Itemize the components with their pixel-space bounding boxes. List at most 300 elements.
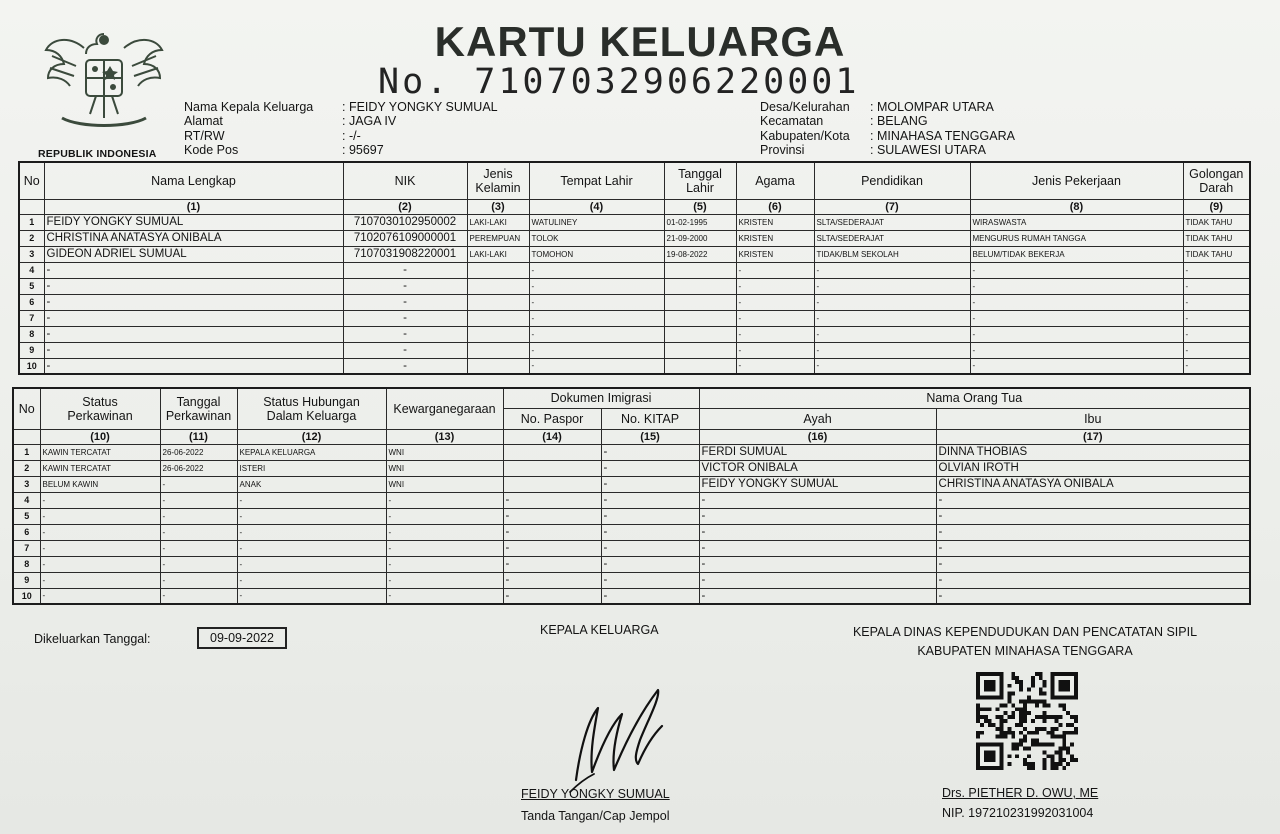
column-number — [13, 429, 40, 444]
cell-kitap: - — [601, 444, 699, 460]
cell-religion: - — [736, 262, 814, 278]
col-header-immigration-docs: Dokumen Imigrasi — [503, 388, 699, 408]
official-title-line: KABUPATEN MINAHASA TENGGARA — [917, 644, 1133, 658]
meta-row — [760, 129, 1015, 143]
cell-relationship: - — [237, 588, 386, 604]
meta-label: Kabupaten/Kota — [760, 128, 850, 143]
col-header-parents: Nama Orang Tua — [699, 388, 1250, 408]
cell-marital-status: - — [40, 492, 160, 508]
cell-passport — [503, 444, 601, 460]
cell-religion: - — [736, 278, 814, 294]
row-number: 2 — [13, 460, 40, 476]
cell-citizenship: - — [386, 508, 503, 524]
cell-blood-type: TIDAK TAHU — [1183, 246, 1250, 262]
cell-occupation: WIRASWASTA — [970, 214, 1183, 230]
row-number: 1 — [13, 444, 40, 460]
cell-citizenship: - — [386, 556, 503, 572]
cell-passport: - — [503, 572, 601, 588]
cell-kitap: - — [601, 508, 699, 524]
row-number: 1 — [19, 214, 44, 230]
row-number: 3 — [19, 246, 44, 262]
row-number: 5 — [19, 278, 44, 294]
row-number: 8 — [19, 326, 44, 342]
column-number: (7) — [814, 199, 970, 214]
head-of-family-name: FEIDY YONGKY SUMUAL — [521, 787, 670, 801]
cell-birthplace: - — [529, 310, 664, 326]
cell-mother: - — [936, 524, 1250, 540]
cell-mother: - — [936, 556, 1250, 572]
cell-mother: - — [936, 492, 1250, 508]
cell-mother: CHRISTINA ANATASYA ONIBALA — [936, 476, 1250, 492]
meta-row — [184, 143, 498, 157]
cell-marriage-date: 26-06-2022 — [160, 444, 237, 460]
column-number: (10) — [40, 429, 160, 444]
cell-marriage-date: - — [160, 508, 237, 524]
cell-birthplace: - — [529, 294, 664, 310]
cell-nik: - — [343, 326, 467, 342]
cell-nik: 7102076109000001 — [343, 230, 467, 246]
cell-birthdate — [664, 278, 736, 294]
table-row — [13, 556, 1250, 572]
cell-kitap: - — [601, 524, 699, 540]
issued-date-label: Dikeluarkan Tanggal: — [34, 632, 151, 646]
column-number: (4) — [529, 199, 664, 214]
column-number-row — [19, 199, 1250, 214]
cell-religion: - — [736, 326, 814, 342]
official-title-line: KEPALA DINAS KEPENDUDUKAN DAN PENCATATAN SIPIL — [852, 625, 1198, 639]
head-of-family-title: KEPALA KELUARGA — [540, 623, 659, 637]
cell-mother: - — [936, 540, 1250, 556]
meta-label: Desa/Kelurahan — [760, 100, 850, 114]
col-header-citizenship: Kewarganegaraan — [386, 388, 503, 429]
cell-passport: - — [503, 508, 601, 524]
cell-blood-type: TIDAK TAHU — [1183, 214, 1250, 230]
cell-passport — [503, 476, 601, 492]
col-header-kitap: No. KITAP — [601, 408, 699, 429]
cell-passport: - — [503, 556, 601, 572]
table-row — [13, 508, 1250, 524]
meta-row — [184, 114, 498, 128]
cell-nik: - — [343, 278, 467, 294]
table-row — [19, 294, 1250, 310]
official-title — [820, 623, 1230, 661]
column-number: (8) — [970, 199, 1183, 214]
column-number: (3) — [467, 199, 529, 214]
cell-passport — [503, 460, 601, 476]
cell-marriage-date: - — [160, 524, 237, 540]
cell-birthdate — [664, 262, 736, 278]
cell-citizenship: - — [386, 492, 503, 508]
column-number-row — [13, 429, 1250, 444]
cell-religion: - — [736, 310, 814, 326]
meta-value: : MINAHASA TENGGARA — [870, 128, 1015, 143]
cell-nik: - — [343, 358, 467, 374]
cell-blood-type: - — [1183, 262, 1250, 278]
cell-mother: OLVIAN IROTH — [936, 460, 1250, 476]
cell-father: - — [699, 556, 936, 572]
table-row — [19, 214, 1250, 230]
header-line: Kelamin — [475, 180, 521, 195]
relations-table-body — [13, 444, 1250, 604]
cell-citizenship: WNI — [386, 460, 503, 476]
column-number: (12) — [237, 429, 386, 444]
cell-nik: - — [343, 342, 467, 358]
cell-marital-status: KAWIN TERCATAT — [40, 460, 160, 476]
cell-birthdate — [664, 358, 736, 374]
cell-kitap: - — [601, 556, 699, 572]
cell-education: - — [814, 326, 970, 342]
cell-mother: - — [936, 588, 1250, 604]
header-line: Dalam Keluarga — [266, 408, 357, 423]
meta-value: : JAGA IV — [342, 114, 397, 129]
cell-education: - — [814, 358, 970, 374]
cell-religion: - — [736, 358, 814, 374]
meta-value: : -/- — [342, 128, 361, 143]
cell-father: - — [699, 572, 936, 588]
cell-occupation: - — [970, 326, 1183, 342]
cell-kitap: - — [601, 476, 699, 492]
header-line: Golongan — [1189, 166, 1244, 181]
cell-name: CHRISTINA ANATASYA ONIBALA — [44, 230, 343, 246]
cell-relationship: - — [237, 492, 386, 508]
row-number: 9 — [13, 572, 40, 588]
cell-marital-status: - — [40, 540, 160, 556]
meta-value: : MOLOMPAR UTARA — [870, 100, 994, 114]
column-number: (16) — [699, 429, 936, 444]
meta-label: Kode Pos — [184, 143, 239, 158]
cell-education: - — [814, 294, 970, 310]
cell-father: - — [699, 524, 936, 540]
meta-row — [184, 129, 498, 143]
meta-row — [760, 100, 1015, 114]
cell-blood-type: - — [1183, 326, 1250, 342]
cell-birthplace: TOMOHON — [529, 246, 664, 262]
column-number: (11) — [160, 429, 237, 444]
cell-relationship: ISTERI — [237, 460, 386, 476]
column-number: (6) — [736, 199, 814, 214]
cell-education: - — [814, 342, 970, 358]
cell-gender: LAKI-LAKI — [467, 214, 529, 230]
table-row — [19, 326, 1250, 342]
cell-marriage-date: - — [160, 492, 237, 508]
cell-gender — [467, 310, 529, 326]
header-line: Darah — [1199, 180, 1234, 195]
cell-passport: - — [503, 524, 601, 540]
table-row — [13, 572, 1250, 588]
header-line: Perkawinan — [165, 408, 232, 423]
cell-name: GIDEON ADRIEL SUMUAL — [44, 246, 343, 262]
column-number: (14) — [503, 429, 601, 444]
cell-marriage-date: - — [160, 588, 237, 604]
cell-father: FEIDY YONGKY SUMUAL — [699, 476, 936, 492]
cell-gender — [467, 278, 529, 294]
column-number: (17) — [936, 429, 1250, 444]
cell-gender — [467, 294, 529, 310]
col-header-blood-type — [1183, 162, 1250, 199]
cell-education: - — [814, 310, 970, 326]
header-line: Tanggal — [176, 394, 221, 409]
cell-father: - — [699, 492, 936, 508]
cell-relationship: KEPALA KELUARGA — [237, 444, 386, 460]
cell-citizenship: - — [386, 540, 503, 556]
document-title: KARTU KELUARGA — [434, 18, 846, 65]
cell-gender — [467, 342, 529, 358]
official-name: Drs. PIETHER D. OWU, ME — [942, 786, 1099, 800]
signature-caption: Tanda Tangan/Cap Jempol — [521, 809, 670, 823]
cell-birthdate — [664, 310, 736, 326]
official-nip: NIP. 197210231992031004 — [942, 806, 1094, 820]
cell-occupation: - — [970, 310, 1183, 326]
cell-father: VICTOR ONIBALA — [699, 460, 936, 476]
cell-kitap: - — [601, 460, 699, 476]
table-row — [19, 342, 1250, 358]
cell-kitap: - — [601, 540, 699, 556]
cell-religion: KRISTEN — [736, 230, 814, 246]
cell-occupation: - — [970, 278, 1183, 294]
meta-label: Nama Kepala Keluarga — [184, 100, 314, 114]
cell-passport: - — [503, 492, 601, 508]
cell-marital-status: KAWIN TERCATAT — [40, 444, 160, 460]
cell-birthplace: TOLOK — [529, 230, 664, 246]
row-number: 7 — [19, 310, 44, 326]
cell-passport: - — [503, 588, 601, 604]
cell-relationship: ANAK — [237, 476, 386, 492]
meta-value: : 95697 — [342, 143, 384, 158]
col-header-passport: No. Paspor — [503, 408, 601, 429]
cell-birthdate — [664, 294, 736, 310]
cell-occupation: - — [970, 358, 1183, 374]
cell-birthplace: - — [529, 262, 664, 278]
cell-gender: PEREMPUAN — [467, 230, 529, 246]
cell-education: TIDAK/BLM SEKOLAH — [814, 246, 970, 262]
cell-name: - — [44, 358, 343, 374]
cell-mother: DINNA THOBIAS — [936, 444, 1250, 460]
cell-blood-type: - — [1183, 278, 1250, 294]
table-row — [19, 278, 1250, 294]
meta-value: : BELANG — [870, 114, 928, 129]
cell-citizenship: - — [386, 588, 503, 604]
cell-marriage-date: 26-06-2022 — [160, 460, 237, 476]
meta-value: : FEIDY YONGKY SUMUAL — [342, 100, 498, 114]
meta-label: Alamat — [184, 114, 223, 129]
table-row — [13, 588, 1250, 604]
cell-blood-type: - — [1183, 358, 1250, 374]
cell-birthdate — [664, 342, 736, 358]
row-number: 5 — [13, 508, 40, 524]
col-header-birthdate — [664, 162, 736, 199]
cell-marital-status: - — [40, 524, 160, 540]
column-number: (9) — [1183, 199, 1250, 214]
column-number: (15) — [601, 429, 699, 444]
cell-mother: - — [936, 572, 1250, 588]
cell-citizenship: WNI — [386, 476, 503, 492]
cell-birthplace: - — [529, 358, 664, 374]
cell-birthdate — [664, 326, 736, 342]
cell-passport: - — [503, 540, 601, 556]
cell-marriage-date: - — [160, 476, 237, 492]
cell-birthplace: WATULINEY — [529, 214, 664, 230]
header-line: Perkawinan — [67, 408, 133, 423]
column-number: (5) — [664, 199, 736, 214]
table-row — [13, 540, 1250, 556]
cell-father: - — [699, 508, 936, 524]
cell-education: SLTA/SEDERAJAT — [814, 214, 970, 230]
column-number: (1) — [44, 199, 343, 214]
meta-label: Provinsi — [760, 143, 805, 158]
cell-kitap: - — [601, 572, 699, 588]
cell-education: - — [814, 278, 970, 294]
cell-citizenship: - — [386, 572, 503, 588]
members-table-body — [19, 214, 1250, 374]
cell-name: - — [44, 294, 343, 310]
cell-nik: 7107031908220001 — [343, 246, 467, 262]
cell-name: FEIDY YONGKY SUMUAL — [44, 214, 343, 230]
cell-relationship: - — [237, 524, 386, 540]
emblem-caption: REPUBLIK INDONESIA — [38, 148, 157, 160]
cell-citizenship: - — [386, 524, 503, 540]
col-header-education: Pendidikan — [814, 162, 970, 199]
header-line: Jenis — [483, 166, 513, 181]
cell-kitap: - — [601, 588, 699, 604]
cell-religion: KRISTEN — [736, 214, 814, 230]
table-row — [19, 262, 1250, 278]
row-number: 10 — [19, 358, 44, 374]
col-header-birthplace: Tempat Lahir — [529, 162, 664, 199]
cell-birthplace: - — [529, 278, 664, 294]
family-card-number: No. 7107032906220001 — [378, 62, 860, 102]
table-row — [13, 524, 1250, 540]
meta-row — [760, 143, 1015, 157]
household-info-right — [760, 100, 1015, 158]
meta-row — [760, 114, 1015, 128]
cell-birthdate: 19-08-2022 — [664, 246, 736, 262]
column-number: (2) — [343, 199, 467, 214]
row-number: 6 — [19, 294, 44, 310]
members-table — [18, 161, 1251, 375]
col-header-occupation: Jenis Pekerjaan — [970, 162, 1183, 199]
cell-blood-type: TIDAK TAHU — [1183, 230, 1250, 246]
col-header-gender — [467, 162, 529, 199]
cell-occupation: - — [970, 294, 1183, 310]
col-header-marital-status — [40, 388, 160, 429]
cell-name: - — [44, 326, 343, 342]
row-number: 6 — [13, 524, 40, 540]
cell-citizenship: WNI — [386, 444, 503, 460]
cell-father: - — [699, 588, 936, 604]
cell-gender — [467, 326, 529, 342]
cell-kitap: - — [601, 492, 699, 508]
cell-gender — [467, 358, 529, 374]
cell-nik: - — [343, 310, 467, 326]
cell-religion: - — [736, 294, 814, 310]
cell-mother: - — [936, 508, 1250, 524]
signature-mark — [548, 680, 678, 795]
col-header-name: Nama Lengkap — [44, 162, 343, 199]
cell-nik: - — [343, 262, 467, 278]
cell-name: - — [44, 262, 343, 278]
col-header-mother: Ibu — [936, 408, 1250, 429]
header-line: Tanggal — [678, 166, 722, 181]
meta-label: Kecamatan — [760, 114, 824, 129]
household-info-left — [184, 100, 498, 158]
qr-code-icon — [975, 672, 1079, 770]
row-number: 4 — [19, 262, 44, 278]
table-row — [19, 230, 1250, 246]
col-header-father: Ayah — [699, 408, 936, 429]
col-header-nik: NIK — [343, 162, 467, 199]
meta-value: : SULAWESI UTARA — [870, 143, 986, 158]
table-row — [13, 492, 1250, 508]
row-number: 8 — [13, 556, 40, 572]
cell-name: - — [44, 278, 343, 294]
row-number: 2 — [19, 230, 44, 246]
cell-birthdate: 01-02-1995 — [664, 214, 736, 230]
table-row — [19, 246, 1250, 262]
col-header-marriage-date — [160, 388, 237, 429]
column-number — [19, 199, 44, 214]
col-header-relationship — [237, 388, 386, 429]
cell-name: - — [44, 310, 343, 326]
cell-marriage-date: - — [160, 540, 237, 556]
row-number: 3 — [13, 476, 40, 492]
column-number: (13) — [386, 429, 503, 444]
cell-birthplace: - — [529, 326, 664, 342]
cell-name: - — [44, 342, 343, 358]
cell-religion: KRISTEN — [736, 246, 814, 262]
cell-father: - — [699, 540, 936, 556]
table-row — [13, 444, 1250, 460]
cell-gender: LAKI-LAKI — [467, 246, 529, 262]
header-line: Lahir — [686, 180, 714, 195]
cell-blood-type: - — [1183, 294, 1250, 310]
cell-birthdate: 21-09-2000 — [664, 230, 736, 246]
table-row — [13, 476, 1250, 492]
cell-nik: - — [343, 294, 467, 310]
table-header-row — [13, 388, 1250, 408]
cell-marriage-date: - — [160, 556, 237, 572]
row-number: 7 — [13, 540, 40, 556]
table-row — [19, 310, 1250, 326]
meta-row — [184, 100, 498, 114]
cell-gender — [467, 262, 529, 278]
cell-relationship: - — [237, 540, 386, 556]
header-line: Status Hubungan — [263, 394, 360, 409]
cell-birthplace: - — [529, 342, 664, 358]
col-header-religion: Agama — [736, 162, 814, 199]
row-number: 10 — [13, 588, 40, 604]
cell-blood-type: - — [1183, 310, 1250, 326]
cell-nik: 7107030102950002 — [343, 214, 467, 230]
cell-relationship: - — [237, 572, 386, 588]
cell-marital-status: - — [40, 588, 160, 604]
cell-occupation: MENGURUS RUMAH TANGGA — [970, 230, 1183, 246]
cell-marital-status: - — [40, 556, 160, 572]
relations-table — [12, 387, 1251, 605]
cell-education: - — [814, 262, 970, 278]
row-number: 9 — [19, 342, 44, 358]
table-row — [13, 460, 1250, 476]
row-number: 4 — [13, 492, 40, 508]
cell-father: FERDI SUMUAL — [699, 444, 936, 460]
cell-occupation: - — [970, 262, 1183, 278]
table-header-row — [19, 162, 1250, 199]
cell-relationship: - — [237, 556, 386, 572]
cell-religion: - — [736, 342, 814, 358]
col-header-no: No — [19, 162, 44, 199]
cell-marital-status: - — [40, 508, 160, 524]
cell-marital-status: - — [40, 572, 160, 588]
cell-occupation: - — [970, 342, 1183, 358]
